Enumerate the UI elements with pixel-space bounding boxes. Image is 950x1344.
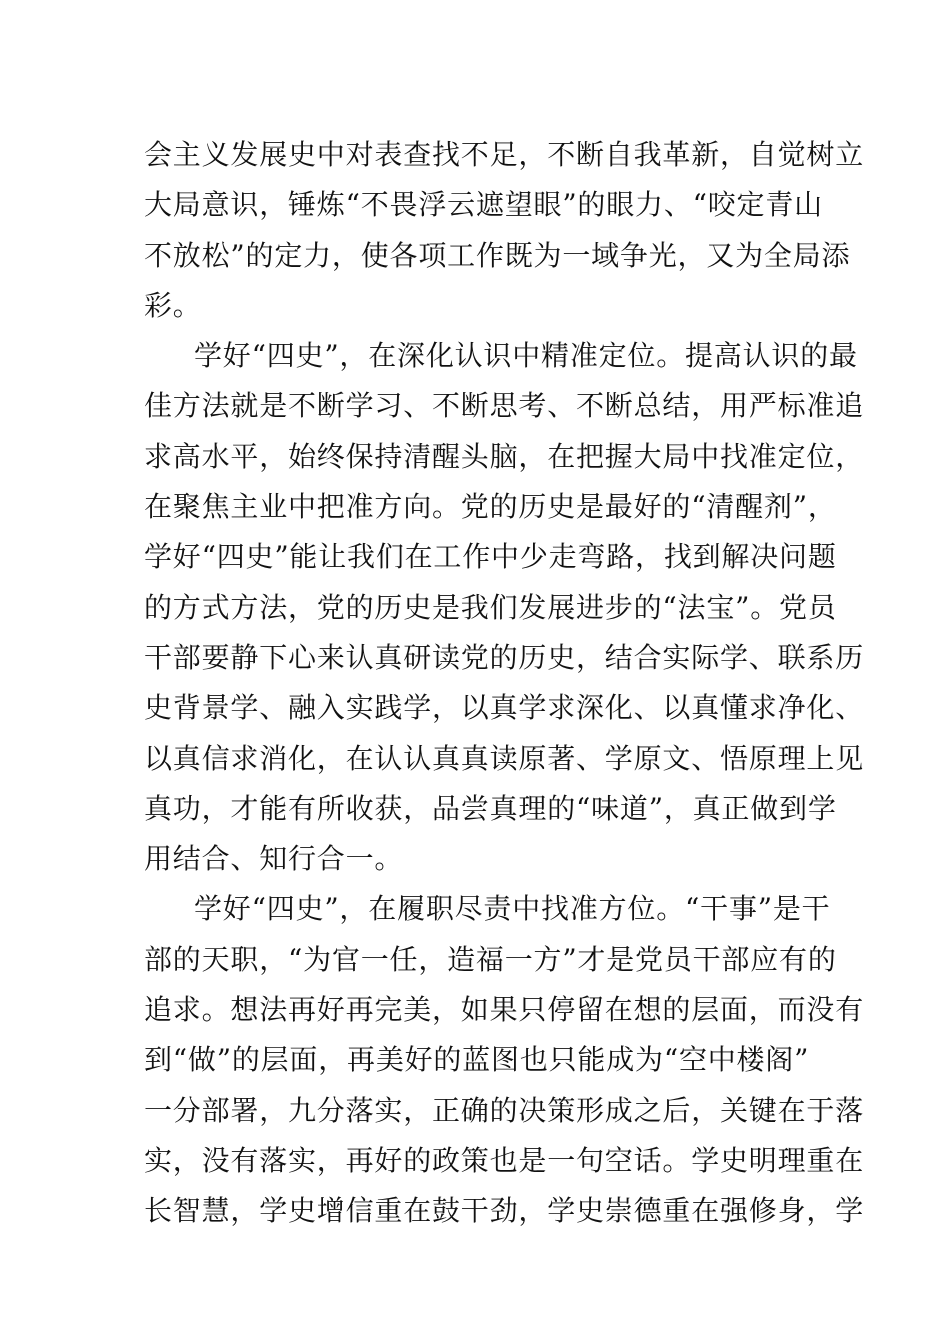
text-line: 彩。 (144, 288, 202, 322)
paragraph-start-line: 学好“四史”，在履职尽责中找准方位。“干事”是干 (194, 892, 831, 926)
text-line: 不放松”的定力，使各项工作既为一域争光，又为全局添 (144, 238, 851, 272)
text-line: 史背景学、融入实践学，以真学求深化、以真懂求净化、 (144, 691, 865, 725)
paragraph-start-line: 学好“四史”，在深化认识中精准定位。提高认识的最 (194, 339, 858, 373)
text-line: 长智慧，学史增信重在鼓干劲，学史崇德重在强修身，学 (144, 1194, 865, 1228)
text-line: 实，没有落实，再好的政策也是一句空话。学史明理重在 (144, 1143, 865, 1177)
text-line: 一分部署，九分落实，正确的决策形成之后，关键在于落 (144, 1093, 865, 1127)
text-line: 用结合、知行合一。 (144, 842, 404, 876)
text-line: 到“做”的层面，再美好的蓝图也只能成为“空中楼阁” (144, 1043, 810, 1077)
text-line: 会主义发展史中对表查找不足，不断自我革新，自觉树立 (144, 138, 865, 171)
text-line: 追求。想法再好再完美，如果只停留在想的层面，而没有 (144, 993, 865, 1027)
text-line: 部的天职，“为官一任，造福一方”才是党员干部应有的 (144, 942, 837, 976)
text-line: 求高水平，始终保持清醒头脑，在把握大局中找准定位， (144, 439, 865, 473)
text-line: 佳方法就是不断学习、不断思考、不断总结，用严标准追 (144, 389, 865, 423)
text-line: 学好“四史”能让我们在工作中少走弯路，找到解决问题 (144, 540, 837, 574)
text-line: 大局意识，锤炼“不畏浮云遮望眼”的眼力、“咬定青山 (144, 188, 823, 222)
text-line: 干部要静下心来认真研读党的历史，结合实际学、联系历 (144, 640, 865, 674)
text-line: 真功，才能有所收获，品尝真理的“味道”，真正做到学 (144, 791, 837, 825)
text-line: 在聚焦主业中把准方向。党的历史是最好的“清醒剂”， (144, 490, 837, 524)
document-body (144, 130, 865, 1237)
text-line: 以真信求消化，在认认真真读原著、学原文、悟原理上见 (144, 741, 865, 775)
text-line: 的方式方法，党的历史是我们发展进步的“法宝”。党员 (144, 590, 837, 624)
